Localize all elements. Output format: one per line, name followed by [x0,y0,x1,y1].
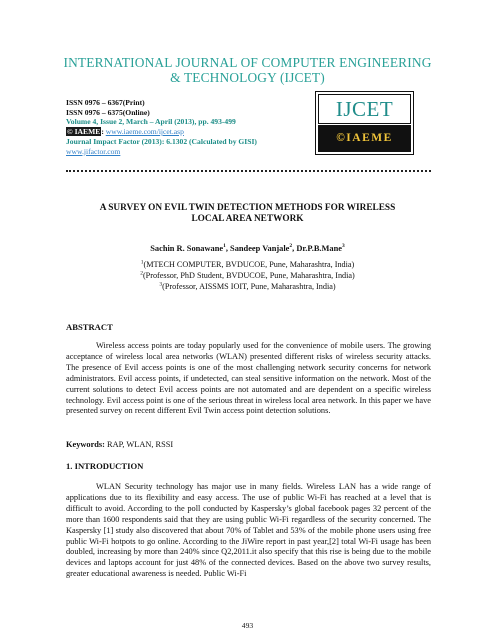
author-3-sup: 3 [342,243,345,250]
authors [0,244,495,253]
keywords-label: Keywords: [66,440,105,449]
affiliation-3-sup: 3 [159,281,163,288]
author-2-sup: 2 [289,243,293,250]
keywords [66,440,173,449]
affiliation-2 [0,271,495,282]
impact-factor: Journal Impact Factor (2013): 6.1302 (Calculated by GISI) [66,136,257,146]
paper-title [50,203,445,225]
journal-title-line1: INTERNATIONAL JOURNAL OF COMPUTER ENGINEERING [63,55,432,70]
introduction-body [66,482,431,580]
issn-online: ISSN 0976 – 6375(Online) [66,107,150,117]
iaeme-logo-text: ©IAEME [318,125,411,152]
page-number: 493 [241,621,254,630]
journal-title [0,55,495,85]
introduction-text: WLAN Security technology has major use in many fields. Wireless LAN has a wide range of applications due to its flexibility and easy access. The use of public Wi-Fi has reached at a level that is difficult to avoid. According to the poll conducted by Kaspersky’s global facebook pages 32 percent of the more than 1600 respondents said that they are using public Wi-Fi regardless of the security concerned. The Kaspersky [1] study also discovered that about 70% of Tablet and 53% of the mobile phone users using free public Wi-Fi hotpots to go online. According to the JiWire report in past year,[2] total Wi-Fi usage has been doubled, increasing by more than 240% since Q2,2011.it also specify that this rise is being due to the mobile devices and laptops account for just 48% of the connected devices. Based on the above two survey results, greater educational awareness is needed. Public Wi-Fi [66,482,431,579]
affiliation-3 [0,282,495,293]
volume-info: Volume 4, Issue 2, March – April (2013), pp. 493-499 [66,117,236,127]
journal-title-line2: & TECHNOLOGY (IJCET) [170,70,325,85]
affiliation-2-sup: 2 [140,270,143,277]
affiliation-2-text: (Professor, PhD Student, BVDUCOE, Pune, Maharashtra, India) [142,271,355,280]
journal-meta [66,98,257,156]
author-2: , Sandeep Vanjale [225,244,290,253]
ijcet-logo [315,91,414,155]
paper-title-line1: A SURVEY ON EVIL TWIN DETECTION METHODS FOR WIRELESS [99,203,396,213]
abstract-body [66,341,431,417]
affiliation-1-sup: 1 [140,259,144,266]
author-1-sup: 1 [223,243,226,250]
author-3: , Dr.P.B.Mane [292,244,342,253]
jifactor-url-link[interactable]: www.jifactor.com [66,146,121,156]
iaeme-label: © IAEME [67,127,101,137]
abstract-text: Wireless access points are today popularly used for the convenience of mobile users. The growing acceptance of wireless local area networks (WLAN) presented different risks of wireless security attacks. The presence of Evil access points is one of the most challenging network security concerns for network administrators. Evil access points, if undetected, can steal sensitive information on the network. Most of the current solutions to detect Evil access points are not automated and are dependent on a specific wireless technology. Evil access point is one of the serious threat in wireless local area network. In this paper we have presented survey on recent different Evil Twin access point detection solutions. [66,341,431,416]
keywords-value: RAP, WLAN, RSSI [104,440,174,449]
introduction-heading: 1. INTRODUCTION [66,461,144,471]
dotted-separator [66,170,431,172]
ijcet-logo-text: IJCET [318,94,411,124]
iaeme-line: © IAEME: www.iaeme.com/ijcet.asp [67,127,184,137]
affiliation-1-text: (MTECH COMPUTER, BVDUCOE, Pune, Maharashtra, India) [143,260,355,269]
affiliation-1 [0,260,495,271]
iaeme-url-link[interactable]: www.iaeme.com/ijcet.asp [105,127,184,137]
issn-print: ISSN 0976 – 6367(Print) [66,98,145,107]
affiliation-3-text: (Professor, AISSMS IOIT, Pune, Maharashtra, India) [162,282,336,291]
author-1: Sachin R. Sonawane [150,244,224,253]
abstract-heading: ABSTRACT [66,322,113,332]
paper-title-line2: LOCAL AREA NETWORK [191,214,304,224]
